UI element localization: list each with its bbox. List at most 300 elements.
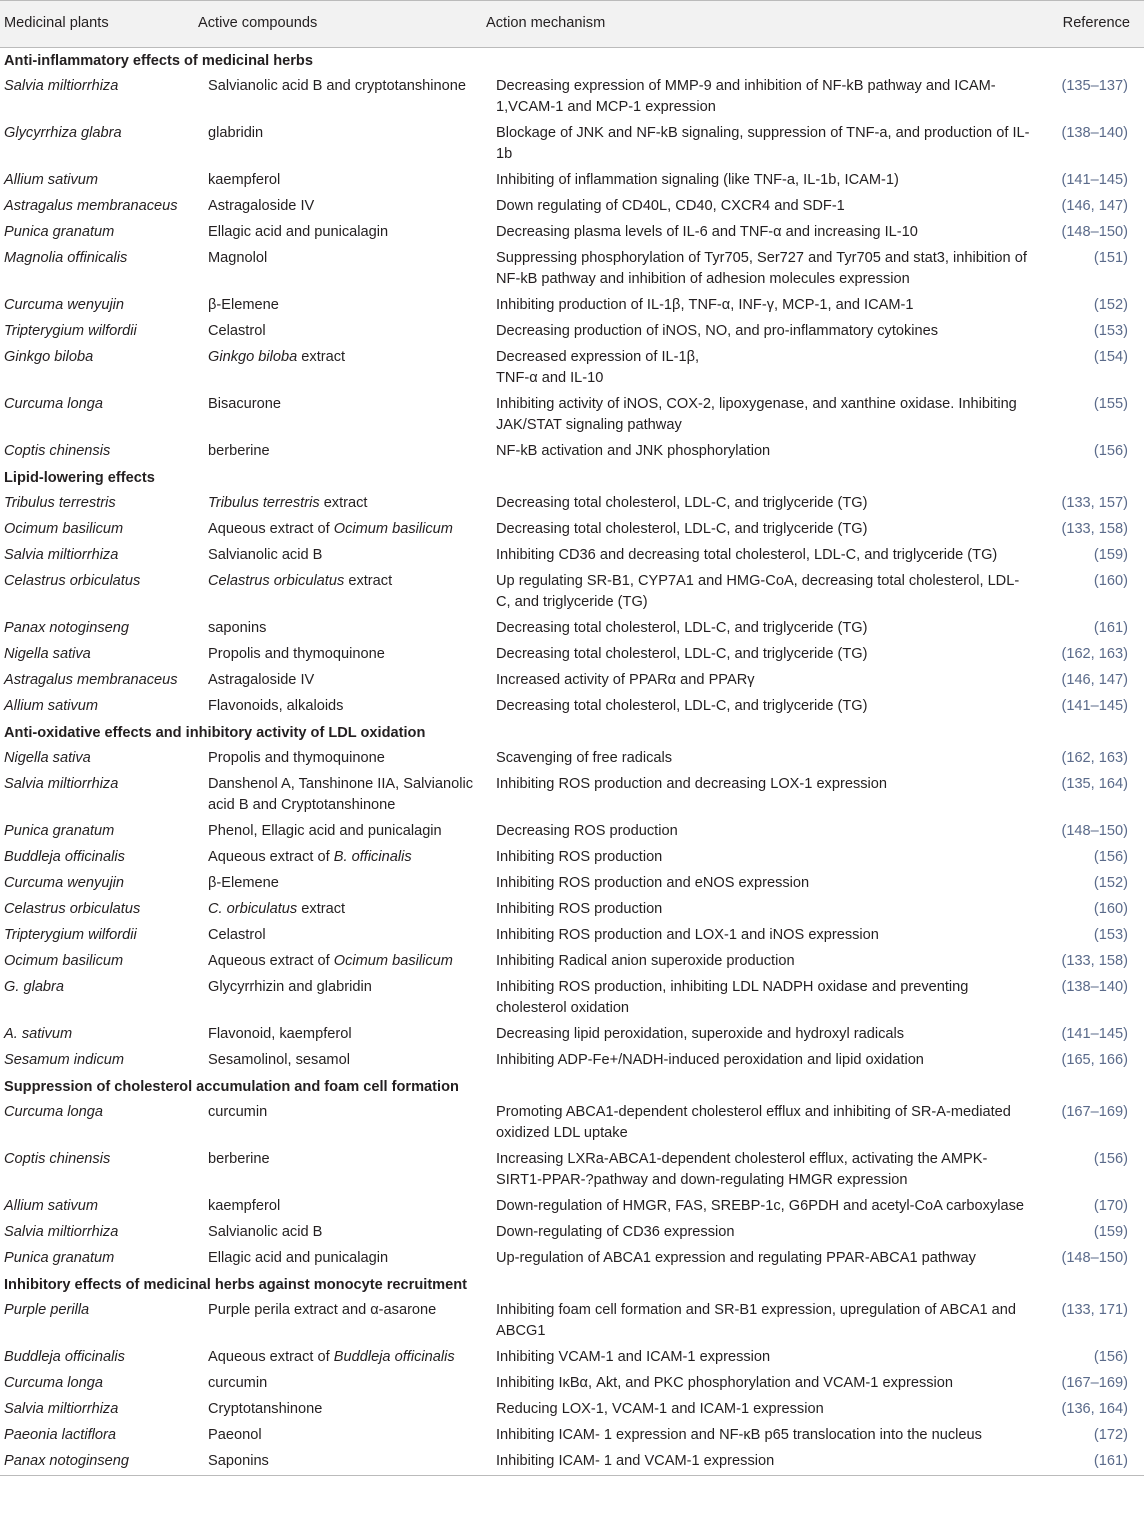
mechanism-text: Inhibiting ROS production: [496, 901, 663, 917]
action-mechanism: [486, 319, 1041, 345]
action-mechanism: [486, 168, 1041, 194]
mechanism-text: Decreasing plasma levels of IL-6 and TNF-α and increasing IL-10: [496, 224, 918, 240]
reference-link[interactable]: (133, 158): [1061, 953, 1128, 969]
reference-link[interactable]: (148–150): [1061, 1250, 1128, 1266]
compound-italic: Ginkgo biloba: [208, 349, 298, 365]
compound-italic: C. orbiculatus: [208, 901, 298, 917]
compound-text: Paeonol: [208, 1427, 262, 1443]
active-compound: [198, 1100, 486, 1147]
compound-italic: Celastrus orbiculatus: [208, 573, 345, 589]
compound-italic: Tribulus terrestris: [208, 495, 320, 511]
active-compound: [198, 246, 486, 293]
table-row: [0, 668, 1144, 694]
reference-link[interactable]: (141–145): [1061, 1026, 1128, 1042]
plant-name: Tribulus terrestris: [4, 495, 116, 511]
table-row: [0, 819, 1144, 845]
action-mechanism: [486, 1100, 1041, 1147]
reference-link[interactable]: (172): [1093, 1427, 1128, 1443]
action-mechanism: [486, 220, 1041, 246]
mechanism-text: Promoting ABCA1-dependent cholesterol efflux and inhibiting of SR-A-mediated oxidized LDL uptake: [496, 1104, 1011, 1141]
compound-text: curcumin: [208, 1104, 268, 1120]
action-mechanism: [486, 819, 1041, 845]
mechanism-text: Down regulating of CD40L, CD40, CXCR4 and SDF-1: [496, 198, 845, 214]
table-row: [0, 1220, 1144, 1246]
mechanism-text: Inhibiting ROS production and decreasing LOX-1 expression: [496, 776, 888, 792]
table-row: [0, 975, 1144, 1022]
table-header: [0, 1, 1144, 48]
active-compound: [198, 1048, 486, 1074]
action-mechanism: [486, 1246, 1041, 1272]
active-compound: [198, 949, 486, 975]
compound-text: glabridin: [208, 125, 264, 141]
action-mechanism: [486, 746, 1041, 772]
table-row: [0, 220, 1144, 246]
compound-text: Danshenol A, Tanshinone IIA, Salvianolic acid B and Cryptotanshinone: [208, 776, 474, 813]
plant-name: Curcuma wenyujin: [4, 875, 125, 891]
plant-name: Salvia miltiorrhiza: [4, 78, 119, 94]
mechanism-text: Inhibiting ROS production and eNOS expression: [496, 875, 810, 891]
mechanism-text: Increased activity of PPARα and PPARγ: [496, 672, 755, 688]
plant-name: A. sativum: [4, 1026, 73, 1042]
compound-text: Cryptotanshinone: [208, 1401, 323, 1417]
action-mechanism: [486, 1345, 1041, 1371]
reference-link[interactable]: (156): [1093, 443, 1128, 459]
mechanism-text: Inhibiting ROS production, inhibiting LDL NADPH oxidase and preventing cholesterol oxidation: [496, 979, 969, 1016]
action-mechanism: [486, 772, 1041, 819]
table-row: [0, 569, 1144, 616]
mechanism-text: TNF-α and IL-10: [496, 370, 604, 386]
reference-link[interactable]: (156): [1093, 1349, 1128, 1365]
action-mechanism: [486, 194, 1041, 220]
compound-text: Celastrol: [208, 927, 266, 943]
active-compound: [198, 845, 486, 871]
table-row: [0, 1246, 1144, 1272]
section-row: [0, 720, 1144, 746]
compound-text: Aqueous extract of: [208, 953, 334, 969]
action-mechanism: [486, 569, 1041, 616]
compound-italic: B. officinalis: [333, 849, 412, 865]
table-row: [0, 1397, 1144, 1423]
mechanism-text: Decreasing ROS production: [496, 823, 678, 839]
active-compound: [198, 220, 486, 246]
action-mechanism: [486, 293, 1041, 319]
reference-link[interactable]: (138–140): [1061, 125, 1128, 141]
compound-text: Propolis and thymoquinone: [208, 646, 385, 662]
table-row: [0, 949, 1144, 975]
mechanism-text: Increasing LXRa-ABCA1-dependent cholesterol efflux, activating the AMPK-SIRT1-PPAR-?pathway and down-regulating HMGR expression: [496, 1151, 988, 1188]
reference-link[interactable]: (161): [1093, 1453, 1128, 1469]
plant-name: Punica granatum: [4, 224, 115, 240]
table-row: [0, 74, 1144, 121]
mechanism-text: Decreasing total cholesterol, LDL-C, and triglyceride (TG): [496, 620, 868, 636]
active-compound: [198, 439, 486, 465]
action-mechanism: [486, 949, 1041, 975]
active-compound: [198, 871, 486, 897]
action-mechanism: [486, 1022, 1041, 1048]
table-row: [0, 1298, 1144, 1345]
plant-name: Salvia miltiorrhiza: [4, 776, 119, 792]
active-compound: [198, 897, 486, 923]
table-row: [0, 746, 1144, 772]
compound-text: Magnolol: [208, 250, 268, 266]
action-mechanism: [486, 543, 1041, 569]
compound-text: Salvianolic acid B: [208, 547, 323, 563]
plant-name: Paeonia lactiflora: [4, 1427, 116, 1443]
active-compound: [198, 642, 486, 668]
table-row: [0, 897, 1144, 923]
plant-name: Tripterygium wilfordii: [4, 323, 137, 339]
table-row: [0, 1371, 1144, 1397]
plant-name: Allium sativum: [4, 172, 99, 188]
compound-text: Salvianolic acid B: [208, 1224, 323, 1240]
header-mechanism: Action mechanism: [486, 1, 1041, 48]
reference-link[interactable]: (156): [1093, 849, 1128, 865]
reference-link[interactable]: (146, 147): [1061, 198, 1128, 214]
active-compound: [198, 746, 486, 772]
active-compound: [198, 1397, 486, 1423]
action-mechanism: [486, 1220, 1041, 1246]
header-plants: Medicinal plants: [0, 1, 198, 48]
action-mechanism: [486, 246, 1041, 293]
action-mechanism: [486, 923, 1041, 949]
plant-name: Sesamum indicum: [4, 1052, 125, 1068]
plant-name: Ginkgo biloba: [4, 349, 94, 365]
plant-name: Curcuma longa: [4, 1375, 103, 1391]
active-compound: [198, 569, 486, 616]
header-reference: Reference: [1041, 1, 1144, 48]
compound-text: berberine: [208, 1151, 270, 1167]
table-row: [0, 1022, 1144, 1048]
active-compound: [198, 616, 486, 642]
active-compound: [198, 345, 486, 392]
compound-text: β-Elemene: [208, 875, 279, 891]
plant-name: Purple perilla: [4, 1302, 90, 1318]
reference-link[interactable]: (141–145): [1061, 172, 1128, 188]
section-row: [0, 1074, 1144, 1100]
plant-name: Glycyrrhiza glabra: [4, 125, 122, 141]
table-row: [0, 168, 1144, 194]
table-row: [0, 1048, 1144, 1074]
plant-name: Celastrus orbiculatus: [4, 901, 141, 917]
plant-name: Curcuma wenyujin: [4, 297, 125, 313]
active-compound: [198, 975, 486, 1022]
compound-italic: Ocimum basilicum: [333, 953, 453, 969]
reference-link[interactable]: (153): [1093, 323, 1128, 339]
active-compound: [198, 772, 486, 819]
compound-italic: Buddleja officinalis: [333, 1349, 455, 1365]
mechanism-text: Decreasing expression of MMP-9 and inhibition of NF-kB pathway and ICAM-1,VCAM-1 and MCP-1 expression: [496, 78, 996, 115]
reference-link[interactable]: (138–140): [1061, 979, 1128, 995]
mechanism-text: Inhibiting Radical anion superoxide production: [496, 953, 795, 969]
reference-link[interactable]: (154): [1093, 349, 1128, 365]
reference-link[interactable]: (159): [1093, 547, 1128, 563]
reference-link[interactable]: (165, 166): [1061, 1052, 1128, 1068]
reference-link[interactable]: (162, 163): [1061, 750, 1128, 766]
reference-link[interactable]: (146, 147): [1061, 672, 1128, 688]
plant-name: Celastrus orbiculatus: [4, 573, 141, 589]
active-compound: [198, 1371, 486, 1397]
table-body: [0, 48, 1144, 1476]
mechanism-text: Inhibiting ROS production and LOX-1 and iNOS expression: [496, 927, 879, 943]
section-row: [0, 465, 1144, 491]
plant-name: Nigella sativa: [4, 646, 91, 662]
section-title: Suppression of cholesterol accumulation and foam cell formation: [4, 1079, 459, 1095]
table-row: [0, 293, 1144, 319]
reference-link[interactable]: (136, 164): [1061, 1401, 1128, 1417]
section-title: Anti-oxidative effects and inhibitory activity of LDL oxidation: [4, 725, 426, 741]
active-compound: [198, 1147, 486, 1194]
reference-link[interactable]: (152): [1093, 875, 1128, 891]
compound-text: Aqueous extract of: [208, 1349, 334, 1365]
mechanism-text: Decreasing lipid peroxidation, superoxide and hydroxyl radicals: [496, 1026, 905, 1042]
action-mechanism: [486, 392, 1041, 439]
mechanism-text: Decreasing total cholesterol, LDL-C, and triglyceride (TG): [496, 646, 868, 662]
active-compound: [198, 668, 486, 694]
action-mechanism: [486, 642, 1041, 668]
table-row: [0, 1345, 1144, 1371]
active-compound: [198, 1246, 486, 1272]
action-mechanism: [486, 1194, 1041, 1220]
table-row: [0, 543, 1144, 569]
mechanism-text: Up-regulation of ABCA1 expression and regulating PPAR-ABCA1 pathway: [496, 1250, 976, 1266]
mechanism-text: Decreased expression of IL-1β,: [496, 349, 700, 365]
active-compound: [198, 194, 486, 220]
compound-text: Celastrol: [208, 323, 266, 339]
compound-text: Ellagic acid and punicalagin: [208, 1250, 389, 1266]
mechanism-text: Inhibiting VCAM-1 and ICAM-1 expression: [496, 1349, 771, 1365]
section-title: Lipid-lowering effects: [4, 470, 155, 486]
plant-name: Nigella sativa: [4, 750, 91, 766]
table-row: [0, 439, 1144, 465]
action-mechanism: [486, 121, 1041, 168]
active-compound: [198, 543, 486, 569]
mechanism-text: Down-regulation of HMGR, FAS, SREBP-1c, G6PDH and acetyl-CoA carboxylase: [496, 1198, 1025, 1214]
action-mechanism: [486, 897, 1041, 923]
reference-link[interactable]: (153): [1093, 927, 1128, 943]
table-row: [0, 345, 1144, 392]
mechanism-text: Blockage of JNK and NF-kB signaling, suppression of TNF-a, and production of IL-1b: [496, 125, 1030, 162]
compound-text: saponins: [208, 620, 267, 636]
table-row: [0, 616, 1144, 642]
plant-name: Salvia miltiorrhiza: [4, 1224, 119, 1240]
section-row: [0, 48, 1144, 75]
compound-text: Flavonoids, alkaloids: [208, 698, 344, 714]
header-compounds: Active compounds: [198, 1, 486, 48]
mechanism-text: Decreasing total cholesterol, LDL-C, and triglyceride (TG): [496, 698, 868, 714]
active-compound: [198, 1423, 486, 1449]
mechanism-text: Inhibiting of inflammation signaling (like TNF-a, IL-1b, ICAM-1): [496, 172, 899, 188]
mechanism-text: Scavenging of free radicals: [496, 750, 673, 766]
action-mechanism: [486, 345, 1041, 392]
mechanism-text: Decreasing total cholesterol, LDL-C, and triglyceride (TG): [496, 495, 868, 511]
table-row: [0, 1449, 1144, 1476]
reference-link[interactable]: (155): [1093, 396, 1128, 412]
compound-text: Aqueous extract of: [208, 521, 334, 537]
action-mechanism: [486, 668, 1041, 694]
active-compound: [198, 694, 486, 720]
action-mechanism: [486, 439, 1041, 465]
active-compound: [198, 168, 486, 194]
active-compound: [198, 74, 486, 121]
compound-text: Aqueous extract of: [208, 849, 334, 865]
compound-text: Flavonoid, kaempferol: [208, 1026, 352, 1042]
action-mechanism: [486, 517, 1041, 543]
compound-text: kaempferol: [208, 1198, 281, 1214]
reference-link[interactable]: (148–150): [1061, 823, 1128, 839]
plant-name: Astragalus membranaceus: [4, 672, 178, 688]
action-mechanism: [486, 1449, 1041, 1476]
table-row: [0, 517, 1144, 543]
action-mechanism: [486, 694, 1041, 720]
plant-name: G. glabra: [4, 979, 65, 995]
table-row: [0, 319, 1144, 345]
reference-link[interactable]: (156): [1093, 1151, 1128, 1167]
active-compound: [198, 392, 486, 439]
compound-text: Ellagic acid and punicalagin: [208, 224, 389, 240]
action-mechanism: [486, 1147, 1041, 1194]
compound-text: extract: [297, 901, 346, 917]
reference-link[interactable]: (160): [1093, 573, 1128, 589]
compound-text: Sesamolinol, sesamol: [208, 1052, 350, 1068]
action-mechanism: [486, 1397, 1041, 1423]
mechanism-text: Up regulating SR-B1, CYP7A1 and HMG-CoA, decreasing total cholesterol, LDL-C, and triglyceride (TG): [496, 573, 1020, 610]
reference-link[interactable]: (167–169): [1061, 1375, 1128, 1391]
table-row: [0, 121, 1144, 168]
plant-name: Buddleja officinalis: [4, 849, 125, 865]
mechanism-text: Inhibiting ADP-Fe+/NADH-induced peroxidation and lipid oxidation: [496, 1052, 924, 1068]
table-row: [0, 491, 1144, 517]
plant-name: Panax notoginseng: [4, 1453, 129, 1469]
active-compound: [198, 819, 486, 845]
table-row: [0, 1147, 1144, 1194]
reference-link[interactable]: (162, 163): [1061, 646, 1128, 662]
table-row: [0, 1194, 1144, 1220]
section-row: [0, 1272, 1144, 1298]
plant-name: Ocimum basilicum: [4, 953, 124, 969]
active-compound: [198, 1345, 486, 1371]
compound-text: Bisacurone: [208, 396, 282, 412]
compound-text: Salvianolic acid B and cryptotanshinone: [208, 78, 466, 94]
plant-name: Magnolia offinicalis: [4, 250, 128, 266]
reference-link[interactable]: (148–150): [1061, 224, 1128, 240]
plant-name: Salvia miltiorrhiza: [4, 547, 119, 563]
reference-link[interactable]: (170): [1093, 1198, 1128, 1214]
compound-text: extract: [297, 349, 346, 365]
action-mechanism: [486, 1048, 1041, 1074]
action-mechanism: [486, 845, 1041, 871]
mechanism-text: Inhibiting ICAM- 1 and VCAM-1 expression: [496, 1453, 775, 1469]
compound-text: extract: [344, 573, 393, 589]
compound-text: Purple perila extract and α-asarone: [208, 1302, 437, 1318]
reference-link[interactable]: (160): [1093, 901, 1128, 917]
plant-name: Tripterygium wilfordii: [4, 927, 137, 943]
mechanism-text: Inhibiting CD36 and decreasing total cholesterol, LDL-C, and triglyceride (TG): [496, 547, 998, 563]
action-mechanism: [486, 1423, 1041, 1449]
compound-text: curcumin: [208, 1375, 268, 1391]
plant-name: Astragalus membranaceus: [4, 198, 178, 214]
active-compound: [198, 293, 486, 319]
action-mechanism: [486, 1371, 1041, 1397]
action-mechanism: [486, 975, 1041, 1022]
plant-name: Punica granatum: [4, 823, 115, 839]
active-compound: [198, 923, 486, 949]
mechanism-text: Inhibiting activity of iNOS, COX-2, lipoxygenase, and xanthine oxidase. Inhibiting JAK/STAT signaling pathway: [496, 396, 1017, 433]
plant-name: Curcuma longa: [4, 396, 103, 412]
reference-link[interactable]: (133, 171): [1061, 1302, 1128, 1318]
reference-link[interactable]: (151): [1093, 250, 1128, 266]
mechanism-text: Inhibiting foam cell formation and SR-B1 expression, upregulation of ABCA1 and ABCG1: [496, 1302, 1017, 1339]
mechanism-text: Suppressing phosphorylation of Tyr705, Ser727 and Tyr705 and stat3, inhibition of NF-kB pathway and inhibition of adhesion molecules expression: [496, 250, 1027, 287]
active-compound: [198, 1449, 486, 1476]
action-mechanism: [486, 871, 1041, 897]
compound-text: extract: [319, 495, 368, 511]
action-mechanism: [486, 616, 1041, 642]
table-row: [0, 845, 1144, 871]
reference-link[interactable]: (133, 158): [1061, 521, 1128, 537]
active-compound: [198, 319, 486, 345]
table-row: [0, 923, 1144, 949]
active-compound: [198, 491, 486, 517]
mechanism-text: NF-kB activation and JNK phosphorylation: [496, 443, 771, 459]
plant-name: Ocimum basilicum: [4, 521, 124, 537]
reference-link[interactable]: (161): [1093, 620, 1128, 636]
mechanism-text: Inhibiting ICAM- 1 expression and NF-κB p65 translocation into the nucleus: [496, 1427, 982, 1443]
compound-text: Saponins: [208, 1453, 269, 1469]
mechanism-text: Inhibiting IκBα, Akt, and PKC phosphorylation and VCAM-1 expression: [496, 1375, 954, 1391]
reference-link[interactable]: (141–145): [1061, 698, 1128, 714]
reference-link[interactable]: (135–137): [1061, 78, 1128, 94]
mechanism-text: Decreasing production of iNOS, NO, and pro-inflammatory cytokines: [496, 323, 939, 339]
compound-text: berberine: [208, 443, 270, 459]
section-title: Inhibitory effects of medicinal herbs against monocyte recruitment: [4, 1277, 468, 1293]
plant-name: Buddleja officinalis: [4, 1349, 125, 1365]
table-row: [0, 246, 1144, 293]
table-row: [0, 194, 1144, 220]
compound-text: β-Elemene: [208, 297, 279, 313]
plant-name: Allium sativum: [4, 698, 99, 714]
compound-text: Glycyrrhizin and glabridin: [208, 979, 372, 995]
compound-text: Phenol, Ellagic acid and punicalagin: [208, 823, 442, 839]
mechanism-text: Inhibiting ROS production: [496, 849, 663, 865]
table-row: [0, 871, 1144, 897]
compound-text: Propolis and thymoquinone: [208, 750, 385, 766]
active-compound: [198, 121, 486, 168]
active-compound: [198, 1022, 486, 1048]
table-row: [0, 694, 1144, 720]
action-mechanism: [486, 1298, 1041, 1345]
table-row: [0, 642, 1144, 668]
reference-link[interactable]: (152): [1093, 297, 1128, 313]
reference-link[interactable]: (159): [1093, 1224, 1128, 1240]
plant-name: Curcuma longa: [4, 1104, 103, 1120]
compound-text: Astragaloside IV: [208, 672, 315, 688]
mechanism-text: Reducing LOX-1, VCAM-1 and ICAM-1 expression: [496, 1401, 824, 1417]
reference-link[interactable]: (133, 157): [1061, 495, 1128, 511]
action-mechanism: [486, 74, 1041, 121]
table-row: [0, 1423, 1144, 1449]
mechanism-text: Decreasing total cholesterol, LDL-C, and triglyceride (TG): [496, 521, 868, 537]
plant-name: Punica granatum: [4, 1250, 115, 1266]
plant-name: Allium sativum: [4, 1198, 99, 1214]
reference-link[interactable]: (167–169): [1061, 1104, 1128, 1120]
active-compound: [198, 517, 486, 543]
active-compound: [198, 1298, 486, 1345]
plant-name: Salvia miltiorrhiza: [4, 1401, 119, 1417]
section-title: Anti-inflammatory effects of medicinal herbs: [4, 53, 313, 69]
reference-link[interactable]: (135, 164): [1061, 776, 1128, 792]
active-compound: [198, 1220, 486, 1246]
table-row: [0, 772, 1144, 819]
